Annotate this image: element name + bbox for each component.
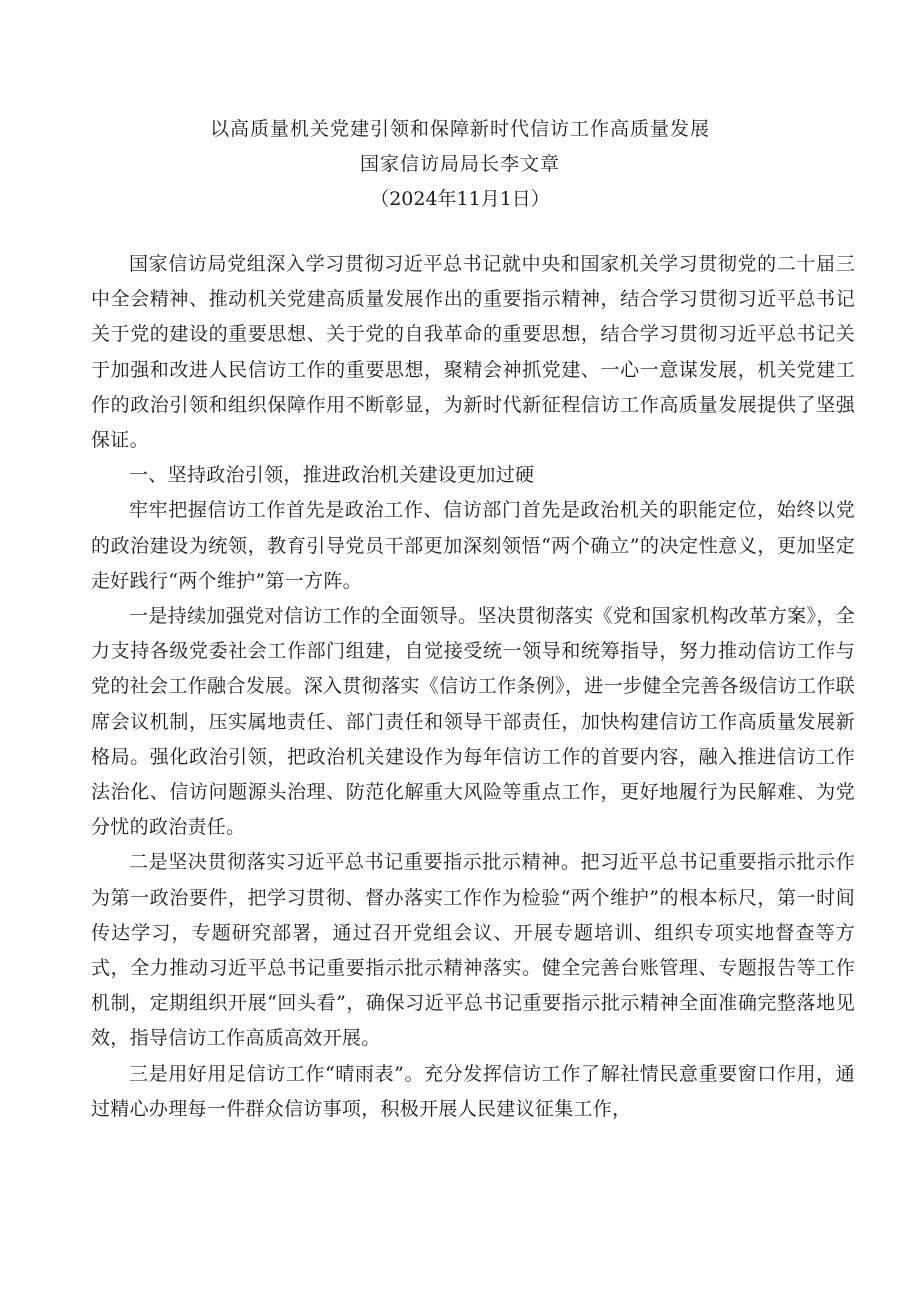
document-title: 以高质量机关党建引领和保障新时代信访工作高质量发展 xyxy=(209,118,710,140)
document-date: （2024年11月1日） xyxy=(370,188,550,210)
paragraph-intro: 国家信访局党组深入学习贯彻习近平总书记就中央和国家机关学习贯彻党的二十届三中全会精神、推动机关党建高质量发展作出的重要指示精神，结合学习贯彻习近平总书记关于党的建设的重要思想、关于党的自我革命的重要思想，结合学习贯彻习近平总书记关于加强和改进人民信访工作的重要思想，聚精会神抓党建、一心一意谋发展，机关党建工作的政治引领和组织保障作用不断彰显，为新时代新征程信访工作高质量发展提供了坚强保证。 xyxy=(91,253,855,452)
document-author: 国家信访局局长李文章 xyxy=(359,153,560,175)
section-heading-1: 一、坚持政治引领，推进政治机关建设更加过硬 xyxy=(129,464,535,487)
document-header xyxy=(0,112,920,217)
paragraph-point-3: 三是用好用足信访工作“晴雨表”。充分发挥信访工作了解社情民意重要窗口作用，通过精心办理每一件群众信访事项，积极开展人民建议征集工作， xyxy=(91,1062,855,1120)
paragraph-section-1-lead: 牢牢把握信访工作首先是政治工作、信访部门首先是政治机关的职能定位，始终以党的政治建设为统领，教育引导党员干部更加深刻领悟“两个确立”的决定性意义，更加坚定走好践行“两个维护”第一方阵。 xyxy=(91,499,855,592)
document-body xyxy=(91,247,855,1127)
paragraph-point-1: 一是持续加强党对信访工作的全面领导。坚决贯彻落实《党和国家机构改革方案》，全力支持各级党委社会工作部门组建，自觉接受统一领导和统筹指导，努力推动信访工作与党的社会工作融合发展。深入贯彻落实《信访工作条例》，进一步健全完善各级信访工作联席会议机制，压实属地责任、部门责任和领导干部责任，加快构建信访工作高质量发展新格局。强化政治引领，把政治机关建设作为每年信访工作的首要内容，融入推进信访工作法治化、信访问题源头治理、防范化解重大风险等重点工作，更好地履行为民解难、为党分忧的政治责任。 xyxy=(91,605,855,839)
paragraph-point-2: 二是坚决贯彻落实习近平总书记重要指示批示精神。把习近平总书记重要指示批示作为第一政治要件，把学习贯彻、督办落实工作作为检验“两个维护”的根本标尺，第一时间传达学习，专题研究部署，通过召开党组会议、开展专题培训、组织专项实地督查等方式，全力推动习近平总书记重要指示批示精神落实。健全完善台账管理、专题报告等工作机制，定期组织开展“回头看”，确保习近平总书记重要指示批示精神全面准确完整落地见效，指导信访工作高质高效开展。 xyxy=(91,851,855,1050)
